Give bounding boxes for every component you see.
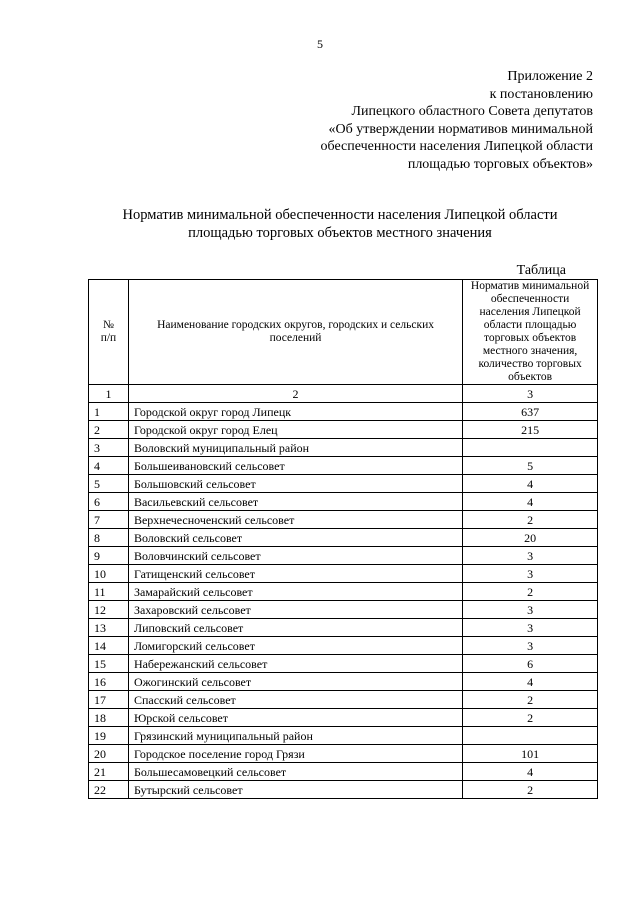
row-name-cell: Городской округ город Елец: [128, 421, 462, 439]
row-number-cell: 21: [89, 763, 129, 781]
row-name-cell: Воловский муниципальный район: [128, 439, 462, 457]
header-number: [89, 280, 129, 385]
row-value-cell: 2: [463, 781, 598, 799]
table-row: [89, 619, 598, 637]
row-value-cell: [463, 727, 598, 745]
row-name-cell: Большесамовецкий сельсовет: [128, 763, 462, 781]
row-number-cell: 5: [89, 475, 129, 493]
row-number-cell: 13: [89, 619, 129, 637]
row-number-cell: 10: [89, 565, 129, 583]
row-number-cell: 22: [89, 781, 129, 799]
appendix-line: «Об утверждении нормативов минимальной: [328, 121, 593, 137]
table-row: [89, 673, 598, 691]
row-value-cell: 4: [463, 673, 598, 691]
row-value-cell: 3: [463, 637, 598, 655]
row-value-cell: 2: [463, 511, 598, 529]
row-number-cell: 17: [89, 691, 129, 709]
table-row: [89, 457, 598, 475]
row-number-cell: 16: [89, 673, 129, 691]
table-row: [89, 529, 598, 547]
row-value-cell: [463, 439, 598, 457]
table-row: [89, 421, 598, 439]
page-number: 5: [317, 37, 323, 51]
row-number-cell: 7: [89, 511, 129, 529]
table-row: [89, 655, 598, 673]
header-number-symbol: №: [102, 319, 114, 331]
row-name-cell: Юрской сельсовет: [128, 709, 462, 727]
header-number-abbr: п/п: [100, 332, 117, 344]
row-value-cell: 2: [463, 691, 598, 709]
row-value-cell: 3: [463, 565, 598, 583]
row-name-cell: Набережанский сельсовет: [128, 655, 462, 673]
row-name-cell: Городской округ город Липецк: [128, 403, 462, 421]
row-value-cell: 4: [463, 763, 598, 781]
document-title-line: площадью торговых объектов местного значения: [188, 224, 492, 241]
row-name-cell: Грязинский муниципальный район: [128, 727, 462, 745]
row-value-cell: 4: [463, 475, 598, 493]
index-cell: 2: [128, 385, 462, 403]
row-number-cell: 14: [89, 637, 129, 655]
row-number-cell: 4: [89, 457, 129, 475]
table-header-row: [89, 280, 598, 385]
table-row: [89, 493, 598, 511]
row-name-cell: Воловчинский сельсовет: [128, 547, 462, 565]
row-number-cell: 11: [89, 583, 129, 601]
document-title: [80, 207, 600, 242]
table-row: [89, 601, 598, 619]
row-number-cell: 19: [89, 727, 129, 745]
row-number-cell: 12: [89, 601, 129, 619]
row-value-cell: 2: [463, 583, 598, 601]
table-row: [89, 403, 598, 421]
row-number-cell: 18: [89, 709, 129, 727]
row-name-cell: Замарайский сельсовет: [128, 583, 462, 601]
row-name-cell: Большеивановский сельсовет: [128, 457, 462, 475]
index-cell: 3: [463, 385, 598, 403]
table-row: [89, 745, 598, 763]
row-number-cell: 15: [89, 655, 129, 673]
row-number-cell: 2: [89, 421, 129, 439]
appendix-line: Липецкого областного Совета депутатов: [351, 104, 593, 120]
row-value-cell: 637: [463, 403, 598, 421]
row-value-cell: 101: [463, 745, 598, 763]
row-number-cell: 6: [89, 493, 129, 511]
index-cell: 1: [89, 385, 129, 403]
row-name-cell: Ломигорский сельсовет: [128, 637, 462, 655]
document-title-line: Норматив минимальной обеспеченности населения Липецкой области: [122, 207, 558, 223]
row-number-cell: 1: [89, 403, 129, 421]
row-value-cell: 3: [463, 619, 598, 637]
row-value-cell: 4: [463, 493, 598, 511]
table-row: [89, 727, 598, 745]
row-number-cell: 8: [89, 529, 129, 547]
table-row: [89, 709, 598, 727]
row-name-cell: Липовский сельсовет: [128, 619, 462, 637]
row-number-cell: 20: [89, 745, 129, 763]
appendix-line: площадью торговых объектов»: [407, 156, 593, 172]
appendix-line: обеспеченности населения Липецкой области: [320, 139, 593, 155]
appendix-line: Приложение 2: [507, 69, 593, 84]
table-row: [89, 781, 598, 799]
table-row: [89, 439, 598, 457]
row-name-cell: Бутырский сельсовет: [128, 781, 462, 799]
row-name-cell: Городское поселение город Грязи: [128, 745, 462, 763]
table-row: [89, 547, 598, 565]
row-value-cell: 5: [463, 457, 598, 475]
row-name-cell: Васильевский сельсовет: [128, 493, 462, 511]
row-number-cell: 3: [89, 439, 129, 457]
row-name-cell: Верхнечесноченский сельсовет: [128, 511, 462, 529]
row-name-cell: Воловский сельсовет: [128, 529, 462, 547]
appendix-block: [321, 68, 593, 174]
header-norm: Норматив минимальной обеспеченности населения Липецкой области площадью торговых объектов местного значения, количество торговых объектов: [463, 280, 598, 385]
table-row: [89, 511, 598, 529]
table-index-row: [89, 385, 598, 403]
row-value-cell: 20: [463, 529, 598, 547]
table-row: [89, 565, 598, 583]
table-row: [89, 475, 598, 493]
row-value-cell: 3: [463, 547, 598, 565]
row-value-cell: 215: [463, 421, 598, 439]
table-row: [89, 763, 598, 781]
row-name-cell: Захаровский сельсовет: [128, 601, 462, 619]
row-value-cell: 2: [463, 709, 598, 727]
norm-table: [88, 279, 598, 799]
row-number-cell: 9: [89, 547, 129, 565]
row-name-cell: Большовский сельсовет: [128, 475, 462, 493]
table-row: [89, 583, 598, 601]
appendix-line: к постановлению: [489, 86, 593, 102]
row-name-cell: Ожогинский сельсовет: [128, 673, 462, 691]
row-name-cell: Гатищенский сельсовет: [128, 565, 462, 583]
table-row: [89, 637, 598, 655]
row-value-cell: 6: [463, 655, 598, 673]
table-row: [89, 691, 598, 709]
header-name: Наименование городских округов, городских и сельских поселений: [128, 280, 462, 385]
row-value-cell: 3: [463, 601, 598, 619]
table-caption: Таблица: [516, 263, 566, 278]
row-name-cell: Спасский сельсовет: [128, 691, 462, 709]
